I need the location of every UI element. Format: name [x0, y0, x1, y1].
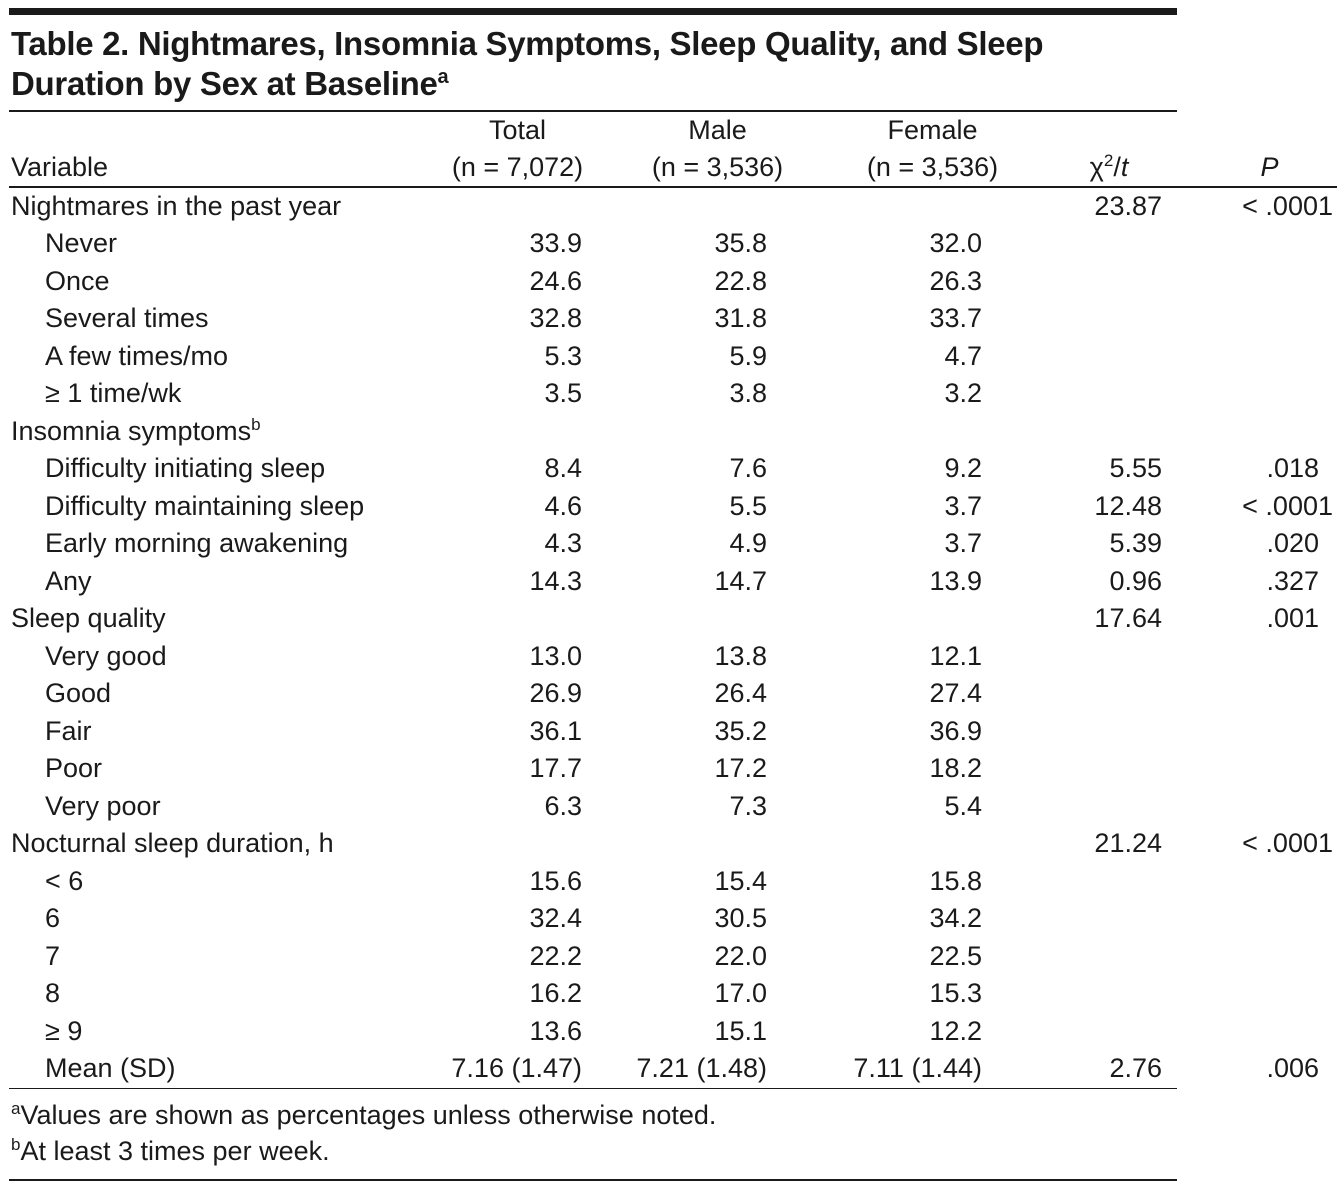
cell-total: 16.2	[529, 978, 582, 1008]
cell-male: 5.9	[729, 340, 767, 371]
bottom-rule	[9, 1179, 1177, 1181]
table-row	[9, 750, 1337, 788]
cell-female: 22.5	[929, 940, 982, 971]
row-label: Sleep quality	[11, 603, 166, 633]
cell-p-value	[1168, 788, 1337, 826]
cell-total: 4.3	[544, 528, 582, 558]
cell-male: 17.2	[714, 753, 767, 783]
row-label: 8	[45, 978, 61, 1008]
cell-p-value: .001	[1266, 603, 1319, 633]
cell-total: 26.9	[529, 678, 582, 708]
cell-male: 22.0	[714, 940, 767, 971]
cell-female: 18.2	[929, 753, 982, 783]
cell-female: 12.2	[929, 1015, 982, 1046]
cell-female: 4.7	[944, 340, 982, 371]
header-total: Total (n = 7,072)	[451, 114, 584, 182]
cell-male: 31.8	[714, 303, 767, 333]
cell-female: 33.7	[929, 303, 982, 333]
cell-female: 5.4	[944, 790, 982, 821]
table-row	[9, 788, 1337, 826]
row-label: Several times	[45, 303, 209, 333]
table-row	[9, 713, 1337, 751]
cell-male: 26.4	[714, 678, 767, 708]
cell-female: 32.0	[929, 228, 982, 258]
cell-total: 8.4	[544, 453, 582, 483]
cell-chi-square	[1020, 675, 1168, 713]
cell-p-value: < .0001	[1242, 190, 1333, 221]
table-row	[9, 375, 1337, 413]
cell-female: 13.9	[929, 565, 982, 596]
table-row	[9, 863, 1337, 901]
cell-p-value	[1168, 1013, 1337, 1051]
row-label: Fair	[45, 715, 92, 746]
cell-female: 27.4	[929, 678, 982, 708]
row-label: Insomnia symptoms$^b$	[11, 414, 261, 446]
cell-male: 30.5	[714, 903, 767, 933]
table-row	[9, 488, 1337, 526]
table-row	[9, 975, 1337, 1013]
cell-chi-square	[1020, 338, 1168, 376]
cell-male: 17.0	[714, 978, 767, 1008]
cell-male: 4.9	[729, 528, 767, 558]
cell-chi-square	[1020, 413, 1168, 451]
cell-p-value	[1168, 938, 1337, 976]
cell-male	[590, 825, 805, 863]
row-label: 7	[45, 940, 61, 971]
cell-male: 15.1	[714, 1015, 767, 1046]
section-row	[9, 187, 1337, 226]
table-row	[9, 225, 1337, 263]
cell-male: 7.6	[729, 453, 767, 483]
cell-p-value	[1168, 413, 1337, 451]
table-body	[9, 187, 1337, 1088]
row-label: Difficulty maintaining sleep	[45, 490, 365, 521]
table-container	[9, 8, 1333, 1181]
title-line-1: Table 2. Nightmares, Insomnia Symptoms, Sleep Quality, and Sleep	[11, 25, 1044, 62]
cell-chi-square	[1020, 225, 1168, 263]
table-title	[11, 24, 1177, 104]
cell-p-value	[1168, 263, 1337, 301]
top-rule	[9, 8, 1177, 15]
cell-female: 15.3	[929, 978, 982, 1008]
cell-female: 36.9	[929, 715, 982, 746]
cell-chi-square	[1020, 900, 1168, 938]
header-row	[9, 112, 1337, 187]
cell-chi-square	[1020, 750, 1168, 788]
cell-total: 6.3	[544, 790, 582, 821]
row-label: ≥ 9	[45, 1015, 83, 1046]
cell-female	[805, 413, 1020, 451]
table-row	[9, 900, 1337, 938]
table-row	[9, 338, 1337, 376]
row-label: Once	[45, 265, 110, 296]
row-label: Very good	[45, 640, 167, 671]
cell-male: 35.2	[714, 715, 767, 746]
cell-p-value	[1168, 300, 1337, 338]
row-label: ≥ 1 time/wk	[45, 378, 182, 408]
cell-chi-square: 17.64	[1094, 603, 1162, 633]
cell-male: 3.8	[729, 378, 767, 408]
cell-chi-square: 23.87	[1094, 190, 1162, 221]
table-row	[9, 300, 1337, 338]
row-label: Never	[45, 228, 118, 258]
cell-female	[805, 825, 1020, 863]
row-label: Good	[45, 678, 112, 708]
row-label: < 6	[45, 865, 84, 896]
cell-female: 3.7	[944, 528, 982, 558]
cell-total: 5.3	[544, 340, 582, 371]
header-female: Female (n = 3,536)	[866, 114, 999, 182]
row-label: Very poor	[45, 790, 161, 821]
cell-chi-square	[1020, 1013, 1168, 1051]
cell-male: 5.5	[729, 490, 767, 521]
cell-male: 35.8	[714, 228, 767, 258]
cell-male: 22.8	[714, 265, 767, 296]
cell-female: 3.7	[944, 490, 982, 521]
cell-chi-square: 0.96	[1109, 565, 1162, 596]
row-label: 6	[45, 903, 61, 933]
cell-p-value	[1168, 375, 1337, 413]
cell-p-value: .018	[1266, 453, 1319, 483]
cell-total: 13.6	[529, 1015, 582, 1046]
cell-chi-square	[1020, 375, 1168, 413]
cell-chi-square	[1020, 788, 1168, 826]
cell-male	[590, 187, 805, 226]
title-line-2: Duration by Sex at Baseline	[11, 65, 438, 102]
cell-p-value	[1168, 713, 1337, 751]
cell-p-value: < .0001	[1242, 490, 1333, 521]
table-row	[9, 450, 1337, 488]
cell-p-value	[1168, 338, 1337, 376]
row-label: Nocturnal sleep duration, h	[11, 828, 334, 858]
cell-p-value: < .0001	[1242, 828, 1333, 858]
cell-p-value: .006	[1266, 1053, 1319, 1083]
cell-male	[590, 413, 805, 451]
cell-male: 7.3	[729, 790, 767, 821]
table-row	[9, 675, 1337, 713]
header-male: Male (n = 3,536)	[651, 114, 784, 182]
cell-total: 13.0	[529, 640, 582, 671]
cell-female: 7.11 (1.44)	[853, 1053, 982, 1083]
cell-chi-square	[1020, 863, 1168, 901]
row-label: Any	[45, 565, 92, 596]
cell-female: 34.2	[929, 903, 982, 933]
table-row	[9, 938, 1337, 976]
data-table	[9, 112, 1337, 1088]
table-row	[9, 563, 1337, 601]
cell-chi-square: 5.39	[1109, 528, 1162, 558]
cell-female	[805, 187, 1020, 226]
cell-chi-square: 21.24	[1094, 828, 1162, 858]
cell-total	[431, 600, 590, 638]
cell-total: 17.7	[529, 753, 582, 783]
cell-total: 33.9	[529, 228, 582, 258]
cell-chi-square: 12.48	[1094, 490, 1162, 521]
section-row	[9, 413, 1337, 451]
cell-total: 4.6	[544, 490, 582, 521]
cell-total	[431, 187, 590, 226]
cell-p-value: .020	[1266, 528, 1319, 558]
section-row	[9, 825, 1337, 863]
cell-p-value: .327	[1266, 565, 1319, 596]
row-label: Poor	[45, 753, 103, 783]
cell-male: 15.4	[714, 865, 767, 896]
cell-p-value	[1168, 975, 1337, 1013]
cell-chi-square	[1020, 938, 1168, 976]
cell-total: 15.6	[529, 865, 582, 896]
header-variable: Variable	[11, 151, 109, 182]
cell-total: 7.16 (1.47)	[451, 1053, 582, 1083]
table-row	[9, 1013, 1337, 1051]
header-chi-square: $\chi^2/t$	[1089, 150, 1129, 182]
cell-female: 15.8	[929, 865, 982, 896]
cell-p-value	[1168, 225, 1337, 263]
cell-chi-square	[1020, 300, 1168, 338]
cell-p-value	[1168, 750, 1337, 788]
section-row	[9, 600, 1337, 638]
cell-chi-square	[1020, 638, 1168, 676]
cell-total	[431, 413, 590, 451]
cell-total: 14.3	[529, 565, 582, 596]
cell-p-value	[1168, 900, 1337, 938]
cell-female: 9.2	[944, 453, 982, 483]
cell-female: 3.2	[944, 378, 982, 408]
row-label: Mean (SD)	[45, 1053, 176, 1083]
title-footnote-mark: a	[437, 66, 449, 88]
cell-total: 32.4	[529, 903, 582, 933]
table-row	[9, 525, 1337, 563]
cell-female: 12.1	[929, 640, 982, 671]
cell-male: 7.21 (1.48)	[636, 1053, 767, 1083]
cell-total	[431, 825, 590, 863]
row-label: Early morning awakening	[45, 528, 349, 558]
table-row	[9, 1050, 1337, 1088]
footnote-b: $^b$At least 3 times per week.	[11, 1134, 330, 1166]
cell-chi-square: 5.55	[1109, 453, 1162, 483]
cell-chi-square	[1020, 263, 1168, 301]
row-label: Difficulty initiating sleep	[45, 453, 326, 483]
cell-total: 32.8	[529, 303, 582, 333]
cell-male: 14.7	[714, 565, 767, 596]
cell-total: 3.5	[544, 378, 582, 408]
cell-male	[590, 600, 805, 638]
row-label: Nightmares in the past year	[11, 190, 342, 221]
row-label: A few times/mo	[45, 340, 229, 371]
cell-p-value	[1168, 863, 1337, 901]
cell-female: 26.3	[929, 265, 982, 296]
cell-total: 24.6	[529, 265, 582, 296]
header-p-value: P	[1260, 151, 1279, 182]
cell-p-value	[1168, 638, 1337, 676]
cell-chi-square	[1020, 713, 1168, 751]
table-row	[9, 638, 1337, 676]
footnote-a: $^a$Values are shown as percentages unless otherwise noted.	[11, 1098, 717, 1130]
table-row	[9, 263, 1337, 301]
cell-chi-square	[1020, 975, 1168, 1013]
cell-p-value	[1168, 675, 1337, 713]
cell-chi-square: 2.76	[1109, 1053, 1162, 1083]
footnotes	[9, 1088, 1177, 1169]
cell-total: 22.2	[529, 940, 582, 971]
cell-female	[805, 600, 1020, 638]
cell-male: 13.8	[714, 640, 767, 671]
cell-total: 36.1	[529, 715, 582, 746]
